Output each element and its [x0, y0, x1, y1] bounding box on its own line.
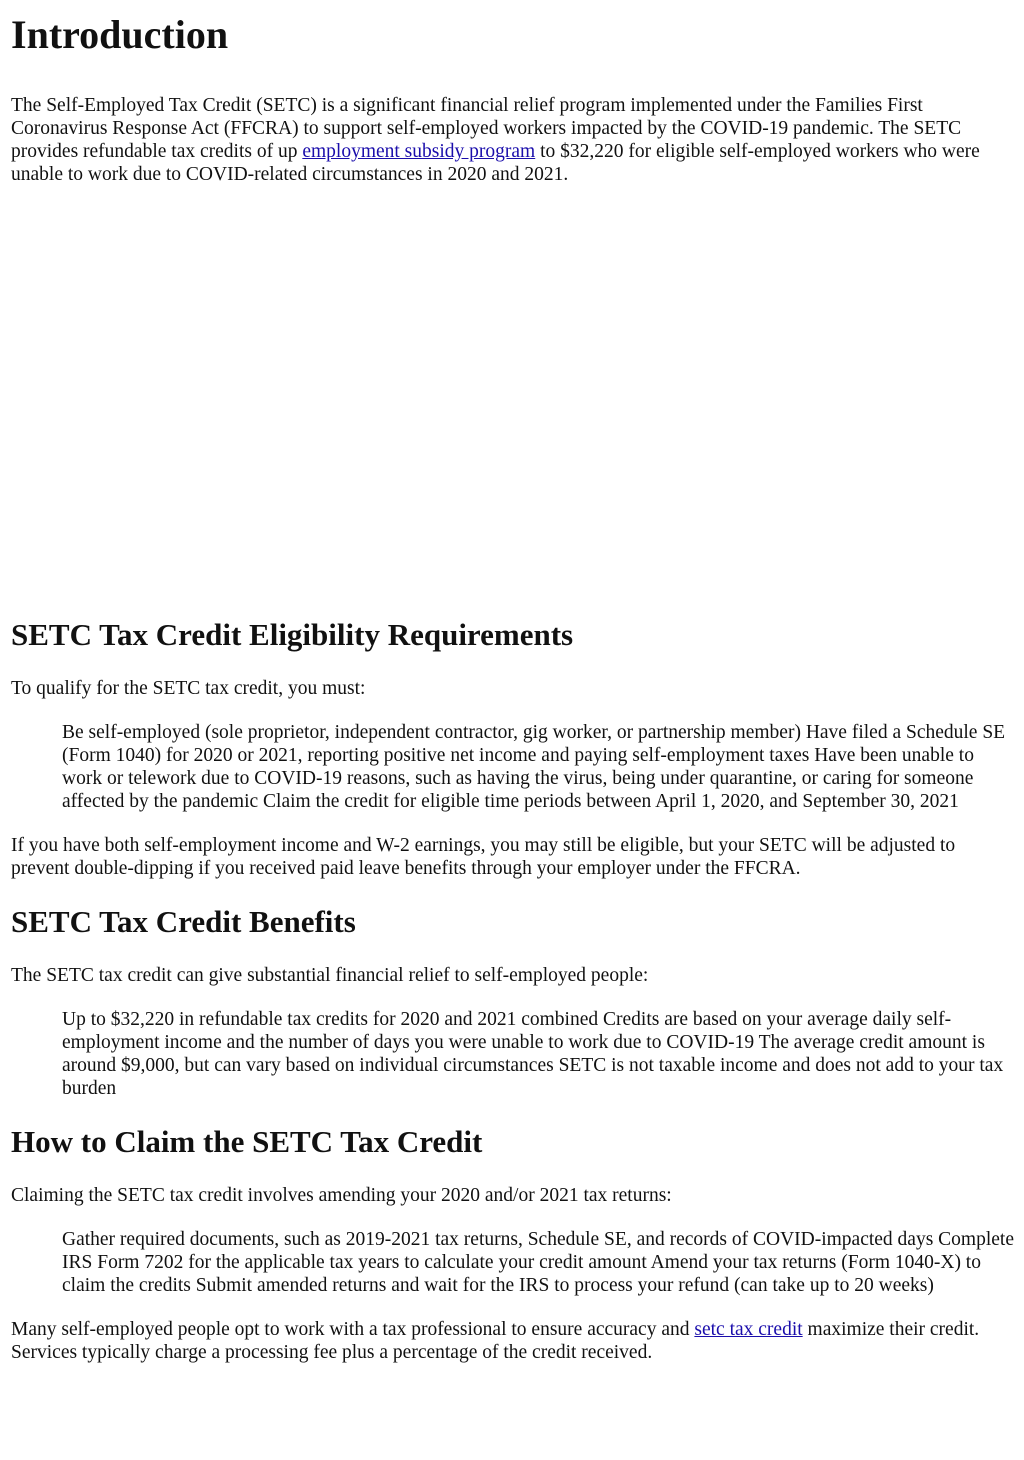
intro-heading: Introduction — [11, 12, 229, 57]
employment-subsidy-link[interactable]: employment subsidy program — [302, 141, 536, 162]
intro-text-part2: to $32,220 for eligible self-employed workers who were unable to work due to COVID-related circumstances in 2020 and 2021. — [11, 141, 980, 185]
eligibility-note: If you have both self-employment income and W-2 earnings, you may still be eligible, but your SETC will be adjusted to prevent double-dipping if you received paid leave benefits through your employer under the FFCRA. — [11, 835, 956, 879]
setc-tax-credit-link[interactable]: setc tax credit — [694, 1319, 803, 1340]
benefits-lead: The SETC tax credit can give substantial financial relief to self-employed people: — [11, 965, 649, 986]
claim-heading: How to Claim the SETC Tax Credit — [11, 1124, 483, 1159]
closing-text-part1: Many self-employed people opt to work with a tax professional to ensure accuracy and — [11, 1319, 695, 1340]
benefits-heading: SETC Tax Credit Benefits — [11, 904, 356, 939]
benefits-list: Up to $32,220 in refundable tax credits for 2020 and 2021 combined Credits are based on your average daily self-employment income and the number of days you were unable to work due to COVID-19 The average credit amount is around $9,000, but can vary based on individual circumstances SETC is not taxable income and does not add to your tax burden — [62, 1009, 1004, 1099]
claim-lead: Claiming the SETC tax credit involves amending your 2020 and/or 2021 tax returns: — [11, 1185, 672, 1206]
blank-space — [11, 186, 1014, 616]
closing-text-part2: maximize their credit. Services typically charge a processing fee plus a percentage of the credit received. — [11, 1319, 980, 1363]
intro-text-part1: The Self-Employed Tax Credit (SETC) is a significant financial relief program implemented under the Families First Coronavirus Response Act (FFCRA) to support self-employed workers impacted by the COVID-19 pandemic. The SETC provides refundable tax credits of up — [11, 95, 962, 162]
claim-closing — [11, 1318, 1014, 1364]
eligibility-lead: To qualify for the SETC tax credit, you must: — [11, 678, 366, 699]
eligibility-heading: SETC Tax Credit Eligibility Requirements — [11, 617, 574, 652]
claim-list: Gather required documents, such as 2019-2021 tax returns, Schedule SE, and records of COVID-impacted days Complete IRS Form 7202 for the applicable tax years to calculate your credit amount Amend your tax returns (Form 1040-X) to claim the credits Submit amended returns and wait for the IRS to process your refund (can take up to 20 weeks) — [62, 1229, 1014, 1296]
document-page — [0, 12, 1024, 1364]
intro-paragraph — [11, 94, 1014, 186]
eligibility-list: Be self-employed (sole proprietor, independent contractor, gig worker, or partnership member) Have filed a Schedule SE (Form 1040) for 2020 or 2021, reporting positive net income and paying self-employment taxes Have been unable to work or telework due to COVID-19 reasons, such as having the virus, being under quarantine, or caring for someone affected by the pandemic Claim the credit for eligible time periods between April 1, 2020, and September 30, 2021 — [62, 722, 1006, 812]
